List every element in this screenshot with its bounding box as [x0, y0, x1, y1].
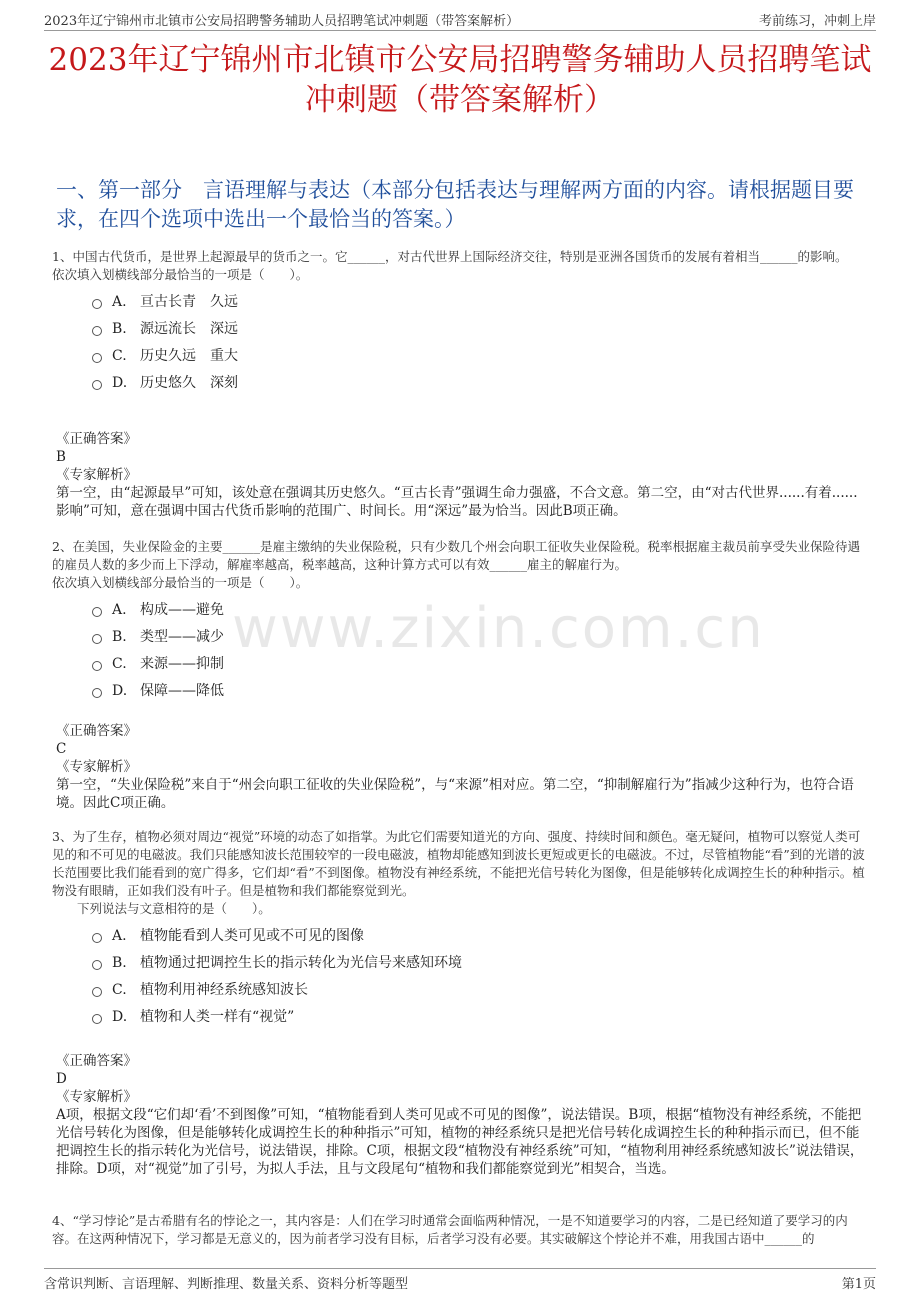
option-c[interactable]: C. 植物利用神经系统感知波长: [52, 976, 868, 1003]
question-2: [52, 538, 868, 704]
footer-topics: 含常识判断、言语理解、判断推理、数量关系、资料分析等题型: [44, 1277, 409, 1292]
page-title: 2023年辽宁锦州市北镇市公安局招聘警务辅助人员招聘笔试冲刺题（带答案解析）: [48, 42, 872, 118]
radio-circle-icon[interactable]: [92, 933, 102, 943]
answer-block-3: [56, 1052, 868, 1178]
answer-value: B: [56, 449, 66, 465]
answer-value: C: [56, 741, 67, 757]
option-a[interactable]: A. 植物能看到人类可见或不可见的图像: [52, 922, 868, 949]
answer-block-1: [56, 430, 868, 520]
header-slogan: 考前练习，冲刺上岸: [758, 14, 876, 29]
answer-label: 《正确答案》: [56, 1053, 137, 1069]
question-stem: 1、中国古代货币，是世界上起源最早的货币之一。它______，对古代世界上国际经济交往，特别是亚洲各国货币的发展有着相当______的影响。: [52, 249, 848, 264]
question-1: [52, 248, 868, 396]
radio-circle-icon[interactable]: [92, 634, 102, 644]
explanation-text: 第一空，“失业保险税”来自于“州会向职工征收的失业保险税”，与“来源”相对应。第二空，“抑制解雇行为”指减少这种行为，也符合语境。因此C项正确。: [56, 777, 854, 811]
radio-circle-icon[interactable]: [92, 299, 102, 309]
page-header: [44, 8, 876, 31]
explanation-label: 《专家解析》: [56, 467, 137, 483]
option-d[interactable]: D. 历史悠久 深刻: [52, 369, 868, 396]
question-prompt: 依次填入划横线部分最恰当的一项是（ ）。: [52, 575, 309, 590]
explanation-label: 《专家解析》: [56, 1089, 137, 1105]
option-b[interactable]: B. 类型——减少: [52, 623, 868, 650]
radio-circle-icon[interactable]: [92, 380, 102, 390]
radio-circle-icon[interactable]: [92, 661, 102, 671]
section-heading: 一、第一部分 言语理解与表达（本部分包括表达与理解两方面的内容。请根据题目要求，在四个选项中选出一个最恰当的答案。）: [56, 178, 854, 231]
option-list: [52, 596, 868, 704]
option-c[interactable]: C. 历史久远 重大: [52, 342, 868, 369]
option-list: [52, 922, 868, 1030]
explanation-text: A项，根据文段“它们却‘看’不到图像”可知，“植物能看到人类可见或不可见的图像”，说法错误。B项，根据“植物没有神经系统，不能把光信号转化为图像，但是能够转化成调控生长的种种指示”可知，植物的神经系统只是把光信号转化成调控生长的种种指示而已，但不能把调控生长的指示转化为光信号，说法错误，排除。C项，根据文段“植物没有神经系统”可知，“植物利用神经系统感知波长”说法错误，排除。D项，对“视觉”加了引号，为拟人手法，且与文段尾句“植物和我们都能察觉到光”相契合，当选。: [56, 1107, 864, 1177]
answer-label: 《正确答案》: [56, 431, 137, 447]
radio-circle-icon[interactable]: [92, 1014, 102, 1024]
option-a[interactable]: A. 亘古长青 久远: [52, 288, 868, 315]
option-b[interactable]: B. 植物通过把调控生长的指示转化为光信号来感知环境: [52, 949, 868, 976]
explanation-text: 第一空，由“起源最早”可知，该处意在强调其历史悠久。“亘古长青”强调生命力强盛，不合文意。第二空，由“对古代世界......有着......影响”可知，意在强调中国古代货币影响的范围广、时间长。用“深远”最为恰当。因此B项正确。: [56, 485, 858, 519]
question-4: [52, 1212, 868, 1248]
radio-circle-icon[interactable]: [92, 688, 102, 698]
explanation-label: 《专家解析》: [56, 759, 137, 775]
radio-circle-icon[interactable]: [92, 326, 102, 336]
question-prompt: 依次填入划横线部分最恰当的一项是（ ）。: [52, 267, 309, 282]
answer-block-2: [56, 722, 868, 812]
option-list: [52, 288, 868, 396]
radio-circle-icon[interactable]: [92, 607, 102, 617]
radio-circle-icon[interactable]: [92, 987, 102, 997]
question-3: [52, 828, 868, 1030]
option-b[interactable]: B. 源远流长 深远: [52, 315, 868, 342]
page-number: 第1页: [841, 1277, 876, 1292]
question-stem: 4、“学习悖论”是古希腊有名的悖论之一，其内容是：人们在学习时通常会面临两种情况，一是不知道要学习的内容，二是已经知道了要学习的内容。在这两种情况下，学习都是无意义的，因为前者学习没有目标，后者学习没有必要。其实破解这个悖论并不难，用我国古语中______的: [52, 1213, 848, 1246]
question-stem: 3、为了生存，植物必须对周边“视觉”环境的动态了如指掌。为此它们需要知道光的方向、强度、持续时间和颜色。毫无疑问，植物可以察觉人类可见的和不可见的电磁波。我们只能感知波长范围较窄的一段电磁波，植物却能感知到波长更短或更长的电磁波。不过，尽管植物能“看”到的光谱的波长范围要比我们能看到的宽广得多，它们却“看”不到图像。植物没有神经系统，不能把光信号转化为图像，但是能够转化成调控生长的种种指示。植物没有眼睛，正如我们没有叶子。但是植物和我们都能察觉到光。: [52, 829, 865, 898]
radio-circle-icon[interactable]: [92, 353, 102, 363]
option-a[interactable]: A. 构成——避免: [52, 596, 868, 623]
option-d[interactable]: D. 保障——降低: [52, 677, 868, 704]
radio-circle-icon[interactable]: [92, 960, 102, 970]
option-c[interactable]: C. 来源——抑制: [52, 650, 868, 677]
watermark: www.zixin.com.cn: [232, 596, 765, 661]
answer-value: D: [56, 1071, 67, 1087]
option-d[interactable]: D. 植物和人类一样有“视觉”: [52, 1003, 868, 1030]
answer-label: 《正确答案》: [56, 723, 137, 739]
question-prompt: 下列说法与文意相符的是（ ）。: [52, 901, 271, 916]
page-footer: [44, 1268, 876, 1291]
question-stem: 2、在美国，失业保险金的主要______是雇主缴纳的失业保险税，只有少数几个州会向职工征收失业保险税。税率根据雇主裁员前享受失业保险待遇的雇员人数的多少而上下浮动，解雇率越高，税率越高，这种计算方式可以有效______雇主的解雇行为。: [52, 539, 860, 572]
header-doc-title: 2023年辽宁锦州市北镇市公安局招聘警务辅助人员招聘笔试冲刺题（带答案解析）: [44, 14, 520, 29]
